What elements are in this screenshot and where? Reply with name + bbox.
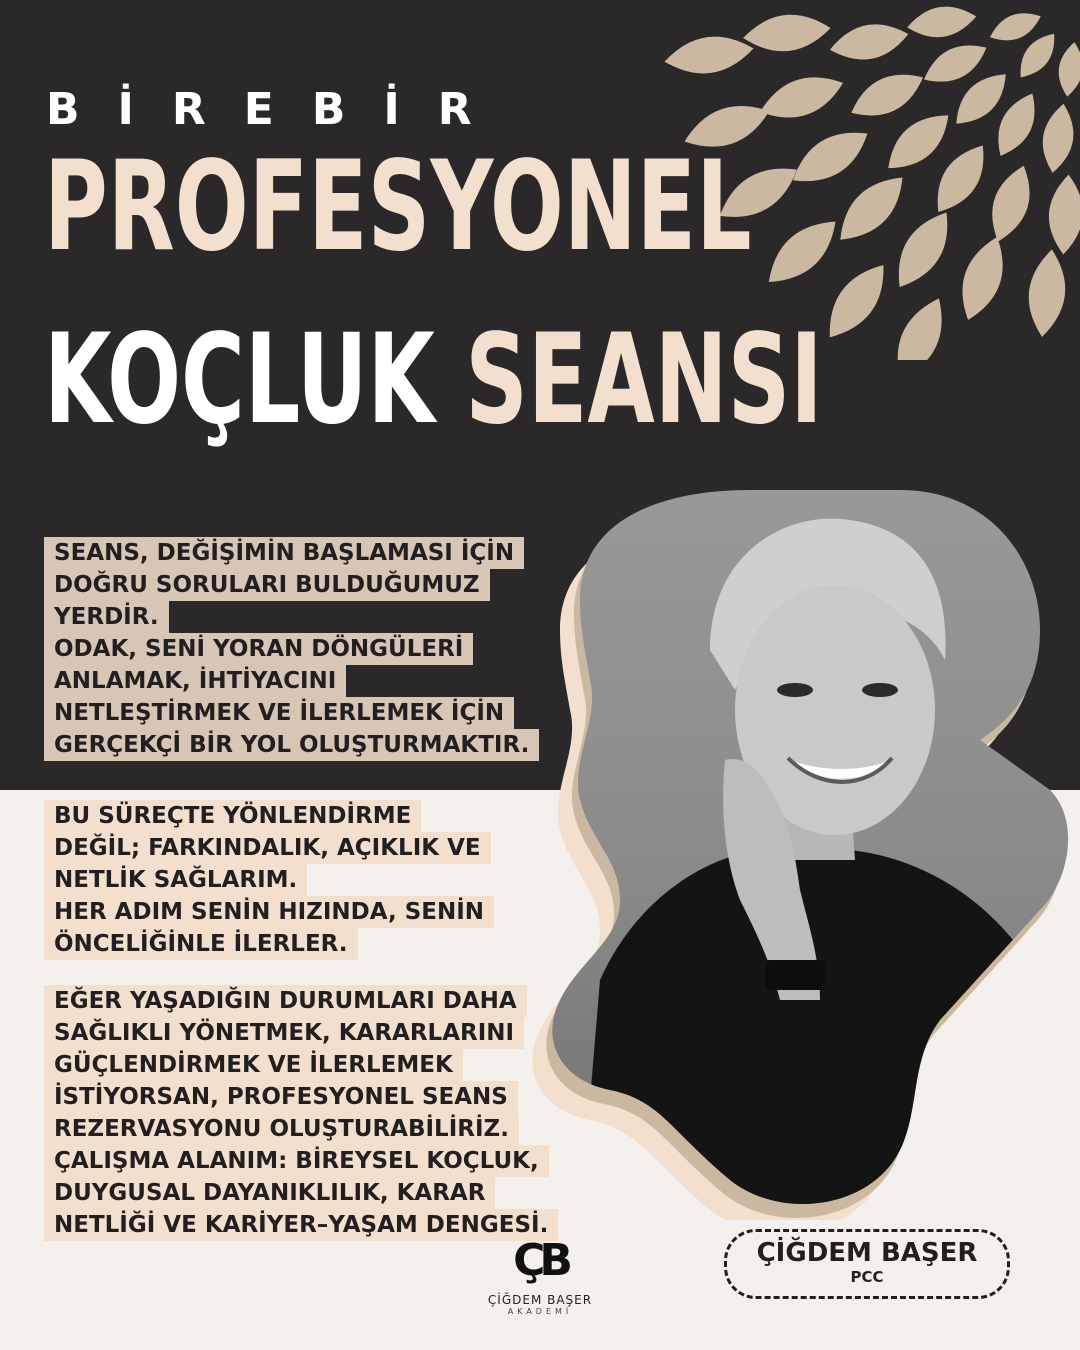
portrait-photo (520, 460, 1080, 1220)
paragraph-line: HER ADIM SENİN HIZINDA, SENİN (44, 896, 494, 928)
paragraph-line: GERÇEKÇİ BİR YOL OLUŞTURMAKTIR. (44, 729, 539, 761)
paragraph-line: İSTİYORSAN, PROFESYONEL SEANS (44, 1081, 518, 1113)
paragraph-line: ÖNCELİĞİNLE İLERLER. (44, 928, 358, 960)
kicker-text: BİREBİR (46, 84, 510, 135)
leaf-shape (924, 136, 997, 221)
paragraph-line: BU SÜREÇTE YÖNLENDİRME (44, 800, 421, 832)
paragraph-line: EĞER YAŞADIĞIN DURUMLARI DAHA (44, 985, 527, 1017)
paragraph-line: ÇALIŞMA ALANIM: BİREYSEL KOÇLUK, (44, 1145, 549, 1177)
leaf-shape (754, 66, 849, 129)
paragraph-surec (44, 800, 494, 960)
leaf-shape (757, 208, 848, 295)
logo-subtitle: AKADEMİ (507, 1307, 573, 1316)
leaf-shape (1024, 247, 1070, 338)
leaf-shape (1055, 41, 1080, 99)
badge-credential: PCC (850, 1268, 884, 1286)
paragraph-line: GÜÇLENDİRMEK VE İLERLEMEK (44, 1049, 463, 1081)
leaf-shape (741, 10, 832, 56)
leaf-shape (844, 62, 931, 128)
leaf-shape (884, 203, 961, 297)
paragraph-line: NETLİK SAĞLARIM. (44, 864, 307, 896)
leaf-shape (1038, 101, 1079, 175)
leaf-shape (815, 254, 898, 348)
leaf-shape (1046, 174, 1080, 256)
paragraph-line: SEANS, DEĞİŞİMİN BAŞLAMASI İÇİN (44, 537, 524, 569)
paragraph-line: DUYGUSAL DAYANIKLILIK, KARAR (44, 1177, 495, 1209)
leaf-shape (884, 291, 955, 360)
title-line-1: PROFESYONEL (44, 135, 752, 279)
paragraph-rezervasyon (44, 985, 558, 1241)
paragraph-line: NETLİĞİ VE KARİYER–YAŞAM DENGESİ. (44, 1209, 558, 1241)
leaf-shape (951, 231, 1014, 326)
paragraph-line: REZERVASYONU OLUŞTURABİLİRİZ. (44, 1113, 519, 1145)
leaf-shape (828, 165, 916, 253)
title-word-kocluk: KOÇLUK (44, 308, 435, 452)
paragraph-seans (44, 537, 539, 761)
paragraph-line: DOĞRU SORULARI BULDUĞUMUZ (44, 569, 490, 601)
leaf-shape (905, 2, 979, 43)
leaf-shape (662, 31, 756, 80)
leaf-shape (982, 160, 1040, 247)
paragraph-line: ODAK, SENİ YORAN DÖNGÜLERİ (44, 633, 473, 665)
badge-name: ÇİĞDEM BAŞER (756, 1238, 978, 1268)
brand-logo (470, 1235, 610, 1345)
paragraph-line: ANLAMAK, İHTİYACINI (44, 665, 346, 697)
logo-name: ÇİĞDEM BAŞER (487, 1293, 593, 1307)
logo-mark: ÇB (513, 1235, 567, 1286)
title-word-seansi: SEANSI (465, 308, 823, 452)
paragraph-line: DEĞİL; FARKINDALIK, AÇIKLIK VE (44, 832, 491, 864)
title-line-2 (44, 308, 823, 452)
paragraph-line: NETLEŞTİRMEK VE İLERLEMEK İÇİN (44, 697, 514, 729)
leaf-shape (783, 118, 877, 195)
leaf-shape (827, 17, 912, 66)
paragraph-line: SAĞLIKLI YÖNETMEK, KARARLARINI (44, 1017, 524, 1049)
paragraph-line: YERDİR. (44, 601, 169, 633)
coach-name-badge (724, 1229, 1010, 1299)
